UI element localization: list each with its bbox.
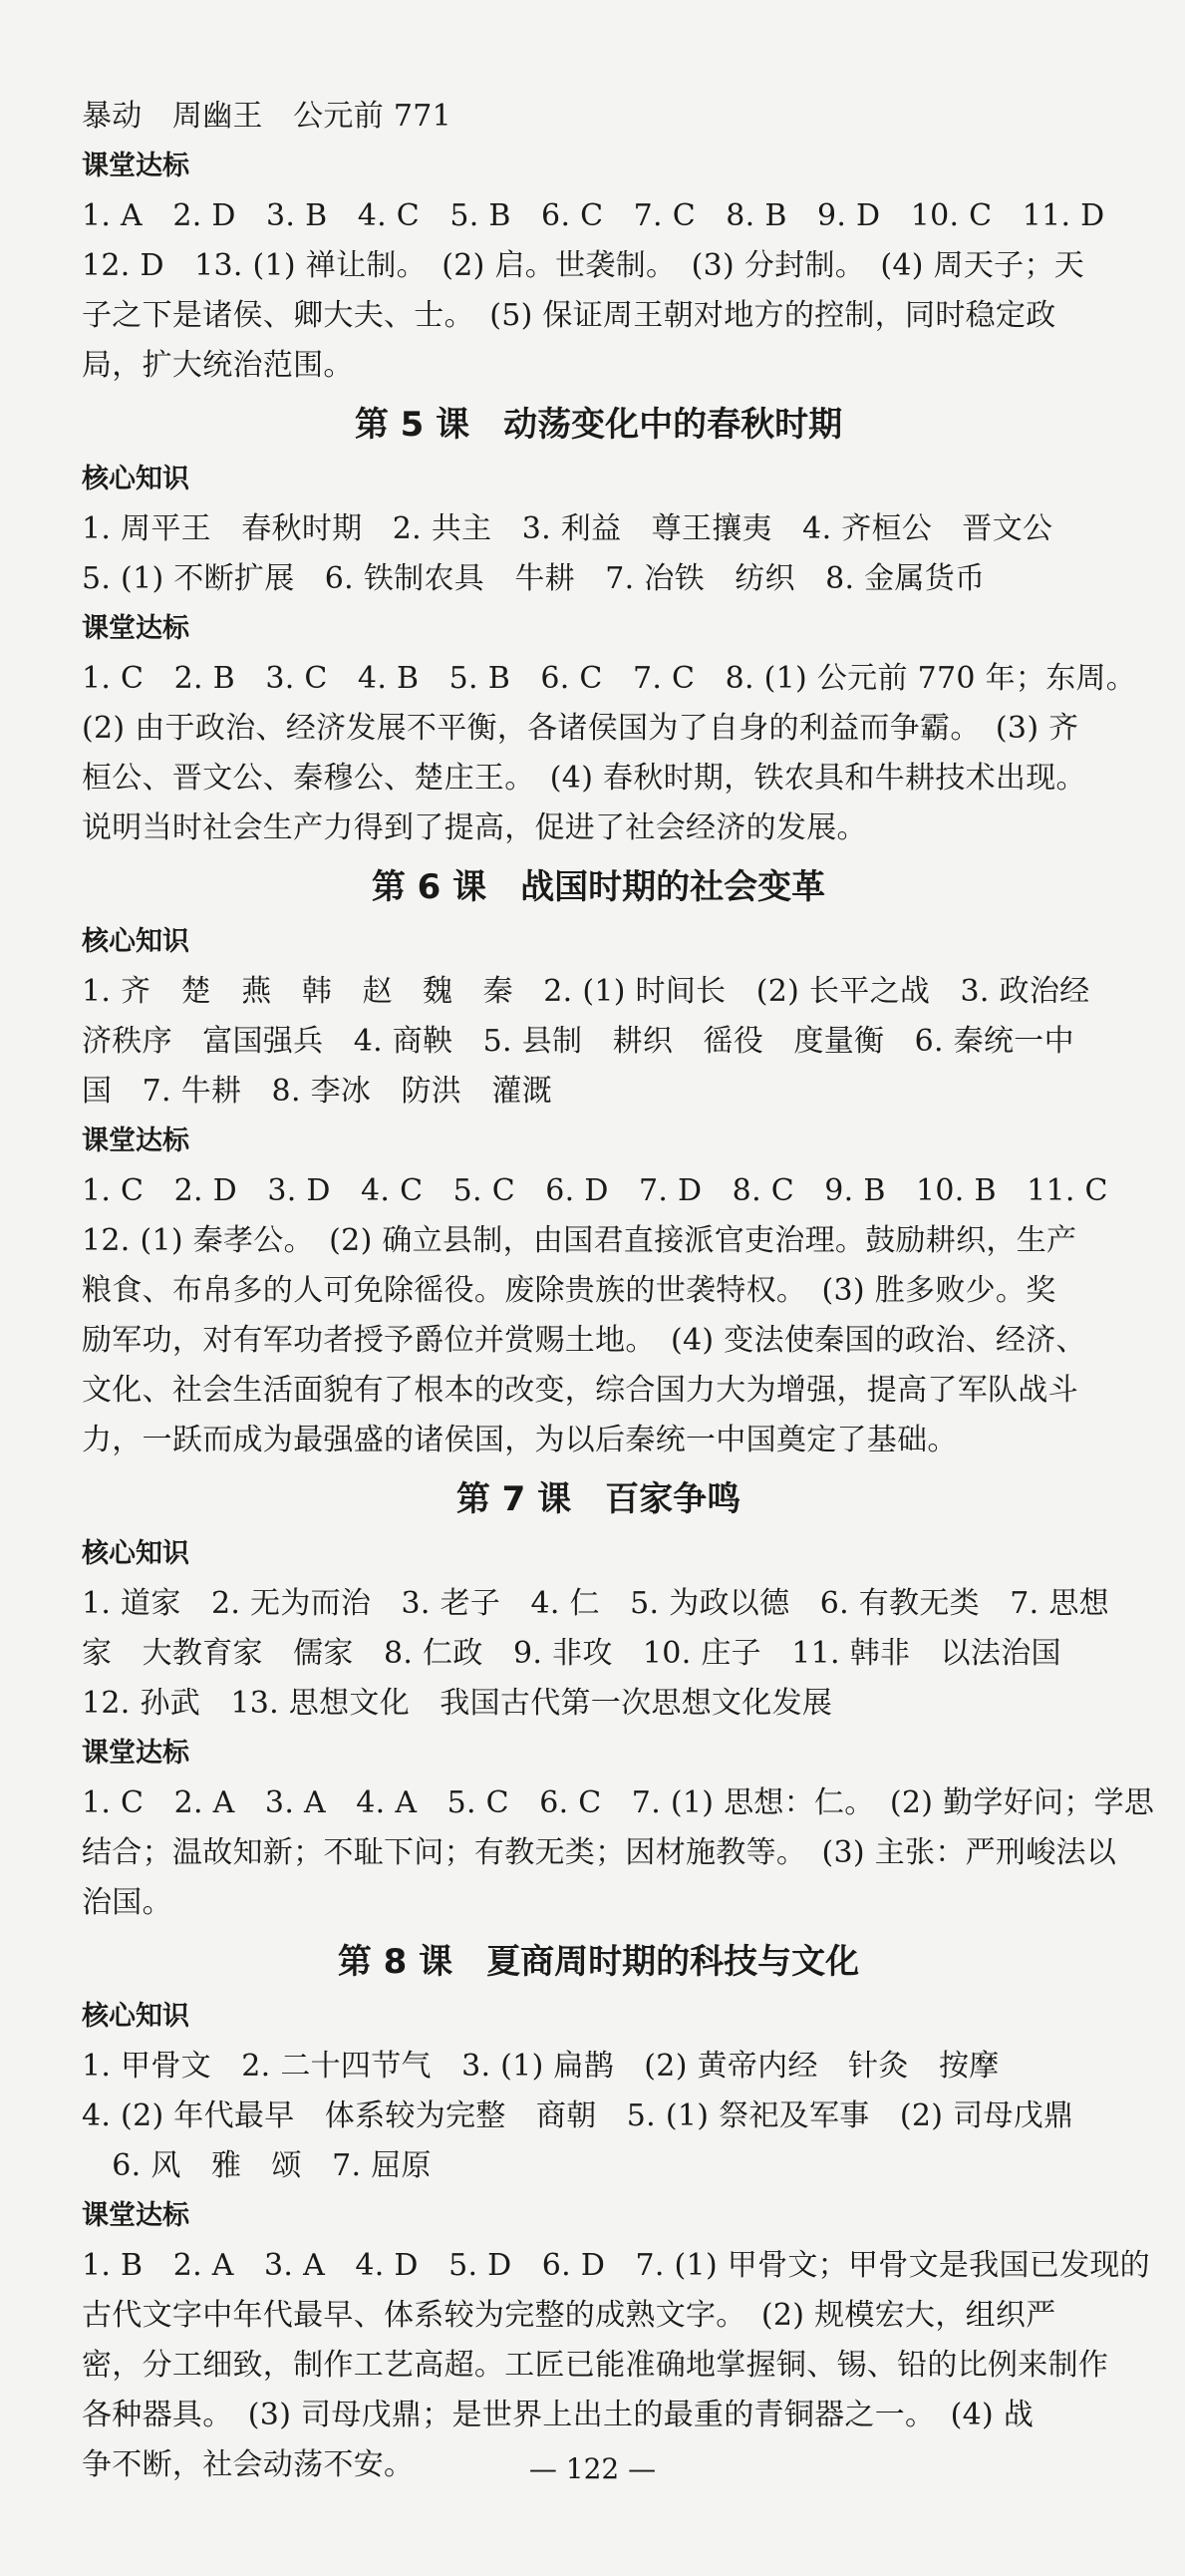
text-line: 1. C 2. A 3. A 4. A 5. C 6. C 7. (1) 思想：仁。 (2) 勤学好问；学思 [82,1785,1155,1820]
lesson-6-title: 第 6 课 战国时期的社会变革 [371,867,826,907]
text-line: 励军功，对有军功者授予爵位并赏赐土地。 (4) 变法使秦国的政治、经济、 [82,1323,1086,1358]
section-label-class: 课堂达标 [82,1126,189,1156]
text-line: 12. (1) 秦孝公。 (2) 确立县制，由国君直接派官吏治理。鼓励耕织，生产 [82,1223,1077,1258]
text-line: 治国。 [82,1885,172,1920]
text-line: 1. A 2. D 3. B 4. C 5. B 6. C 7. C 8. B 9. D 10. C 11. D [82,198,1105,233]
text-line: 1. C 2. D 3. D 4. C 5. C 6. D 7. D 8. C 9. B 10. B 11. C [82,1173,1108,1208]
text-line: 5. (1) 不断扩展 6. 铁制农具 牛耕 7. 冶铁 纺织 8. 金属货币 [82,561,986,596]
page-number: — 122 — [528,2452,657,2485]
lesson-7-title: 第 7 课 百家争鸣 [455,1479,741,1519]
text-line: 文化、社会生活面貌有了根本的改变，综合国力大为增强，提高了军队战斗 [82,1373,1078,1408]
top-line: 暴动 周幽王 公元前 771 [82,99,451,134]
text-line: 1. 周平王 春秋时期 2. 共主 3. 利益 尊王攘夷 4. 齐桓公 晋文公 [82,511,1053,546]
lesson-8-title: 第 8 课 夏商周时期的科技与文化 [337,1942,860,1982]
text-line: 局，扩大统治范围。 [82,348,354,383]
section-label-core: 核心知识 [82,464,189,494]
text-line: 结合；温故知新；不耻下问；有教无类；因材施教等。 (3) 主张：严刑峻法以 [82,1835,1117,1870]
lesson-5-title: 第 5 课 动荡变化中的春秋时期 [354,405,843,445]
text-line: 6. 风 雅 颂 7. 屈原 [82,2148,432,2183]
text-line: 济秩序 富国强兵 4. 商鞅 5. 县制 耕织 徭役 度量衡 6. 秦统一中 [82,1024,1074,1059]
text-line: 家 大教育家 儒家 8. 仁政 9. 非攻 10. 庄子 11. 韩非 以法治国 [82,1636,1061,1671]
text-line: 密，分工细致，制作工艺高超。工匠已能准确地掌握铜、锡、铅的比例来制作 [82,2348,1109,2383]
text-line: 争不断，社会动荡不安。 [82,2447,415,2482]
text-line: 1. 道家 2. 无为而治 3. 老子 4. 仁 5. 为政以德 6. 有教无类 7. 思想 [82,1586,1109,1621]
text-line: 各种器具。 (3) 司母戊鼎；是世界上出土的最重的青铜器之一。 (4) 战 [82,2398,1035,2432]
text-line: 4. (2) 年代最早 体系较为完整 商朝 5. (1) 祭祀及军事 (2) 司母戊鼎 [82,2098,1074,2133]
text-line: 1. B 2. A 3. A 4. D 5. D 6. D 7. (1) 甲骨文；甲骨文是我国已发现的 [82,2248,1150,2283]
section-label-class: 课堂达标 [82,151,189,181]
text-line: 国 7. 牛耕 8. 李冰 防洪 灌溉 [82,1074,553,1109]
section-label-core: 核心知识 [82,926,189,957]
text-line: 子之下是诸侯、卿大夫、士。 (5) 保证周王朝对地方的控制，同时稳定政 [82,298,1056,333]
text-line: 粮食、布帛多的人可免除徭役。废除贵族的世袭特权。 (3) 胜多败少。奖 [82,1273,1056,1308]
text-line: (2) 由于政治、经济发展不平衡，各诸侯国为了自身的利益而争霸。 (3) 齐 [82,711,1079,746]
section-label-core: 核心知识 [82,1538,189,1569]
text-line: 力，一跃而成为最强盛的诸侯国，为以后秦统一中国奠定了基础。 [82,1423,958,1457]
section-label-class: 课堂达标 [82,1738,189,1769]
text-line: 说明当时社会生产力得到了提高，促进了社会经济的发展。 [82,810,867,845]
text-line: 1. 甲骨文 2. 二十四节气 3. (1) 扁鹊 (2) 黄帝内经 针灸 按摩 [82,2049,1000,2084]
text-line: 1. C 2. B 3. C 4. B 5. B 6. C 7. C 8. (1) 公元前 770 年；东周。 [82,661,1137,696]
text-line: 古代文字中年代最早、体系较为完整的成熟文字。 (2) 规模宏大，组织严 [82,2298,1056,2333]
text-line: 桓公、晋文公、秦穆公、楚庄王。 (4) 春秋时期，铁农具和牛耕技术出现。 [82,761,1086,796]
text-line: 12. D 13. (1) 禅让制。 (2) 启。世袭制。 (3) 分封制。 (4) 周天子；天 [82,248,1085,283]
section-label-class: 课堂达标 [82,613,189,644]
text-line: 1. 齐 楚 燕 韩 赵 魏 秦 2. (1) 时间长 (2) 长平之战 3. 政治经 [82,974,1090,1009]
text-line: 12. 孙武 13. 思想文化 我国古代第一次思想文化发展 [82,1686,833,1721]
section-label-core: 核心知识 [82,2001,189,2032]
section-label-class: 课堂达标 [82,2200,189,2231]
